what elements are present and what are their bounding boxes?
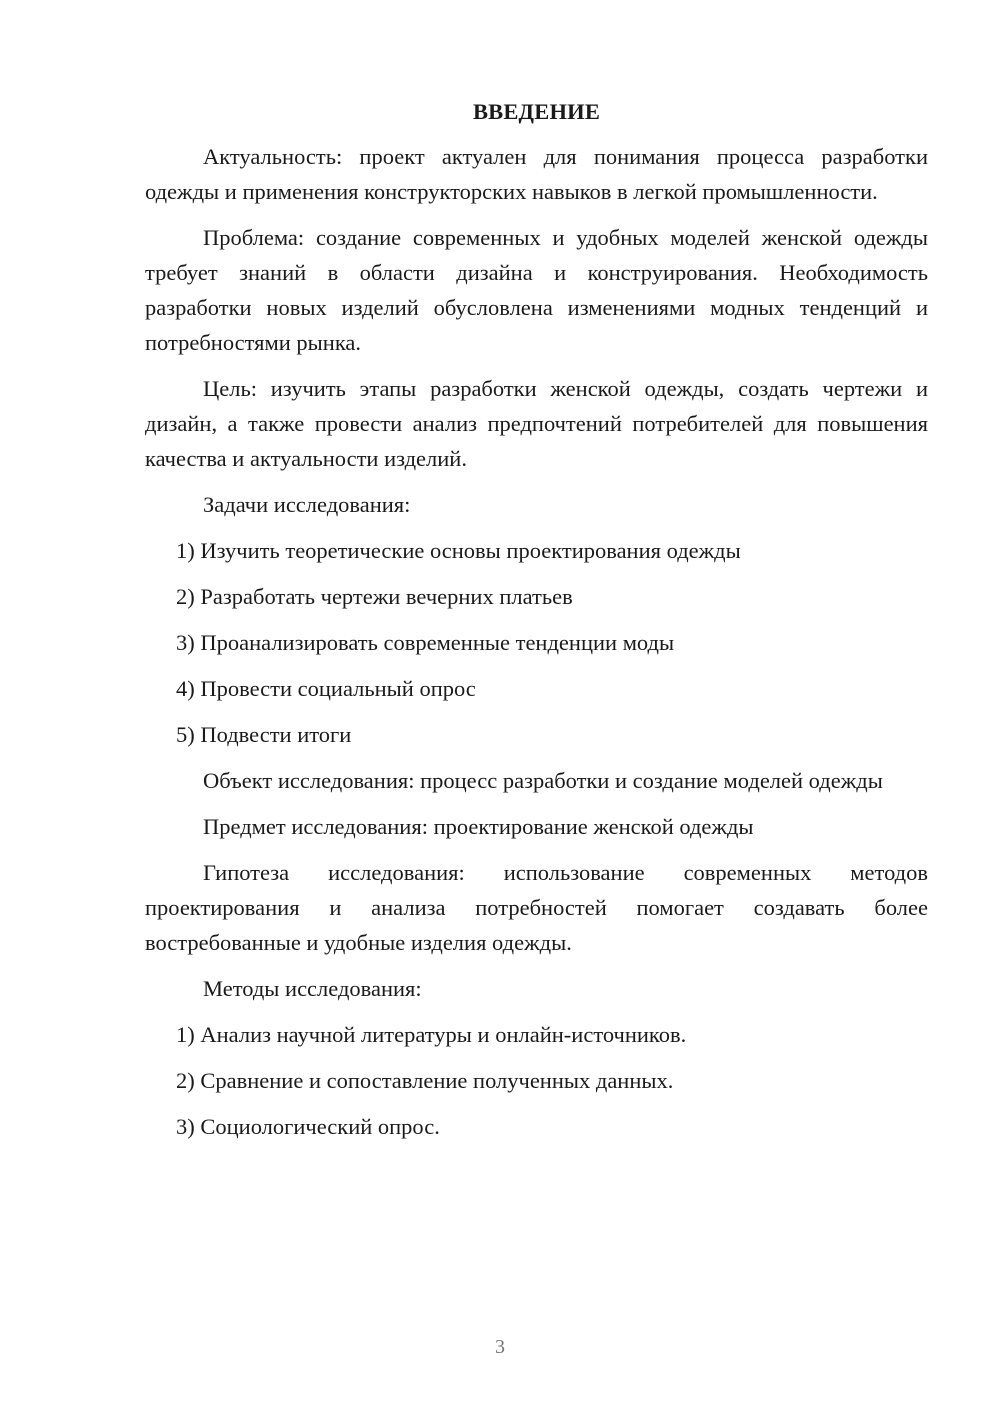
methods-list-item: 2) Сравнение и сопоставление полученных данных. — [176, 1068, 674, 1093]
goal-paragraph: Цель: изучить этапы разработки женской одежды, создать чертежи и дизайн, а также провести анализ предпочтений потребителей для повышения качества и актуальности изделий. — [145, 376, 928, 471]
page-number: 3 — [495, 1336, 505, 1358]
methods-list-item: 3) Социологический опрос. — [176, 1114, 440, 1139]
tasks-list-item: 5) Подвести итоги — [176, 722, 352, 747]
tasks-list-item: 4) Провести социальный опрос — [176, 676, 476, 701]
page-title: ВВЕДЕНИЕ — [472, 99, 601, 124]
page-content — [145, 94, 928, 1155]
subject-paragraph: Предмет исследования: проектирование женской одежды — [203, 814, 754, 839]
hypothesis-paragraph: Гипотеза исследования: использование современных методов проектирования и анализа потребностей помогает создавать более востребованные и удобные изделия одежды. — [145, 860, 928, 955]
problem-paragraph: Проблема: создание современных и удобных моделей женской одежды требует знаний в области дизайна и конструирования. Необходимость разработки новых изделий обусловлена изменениями модных тенденций и потребностями рынка. — [145, 225, 928, 355]
relevance-paragraph: Актуальность: проект актуален для понимания процесса разработки одежды и применения конструкторских навыков в легкой промышленности. — [145, 144, 928, 204]
tasks-list-item: 1) Изучить теоретические основы проектирования одежды — [176, 538, 741, 563]
tasks-list-item: 2) Разработать чертежи вечерних платьев — [176, 584, 573, 609]
methods-heading: Методы исследования: — [203, 976, 422, 1001]
tasks-heading: Задачи исследования: — [203, 492, 411, 517]
object-paragraph: Объект исследования: процесс разработки и создание моделей одежды — [203, 768, 883, 793]
methods-list-item: 1) Анализ научной литературы и онлайн-источников. — [176, 1022, 687, 1047]
methods-list — [145, 1017, 928, 1144]
tasks-list-item: 3) Проанализировать современные тенденции моды — [176, 630, 675, 655]
tasks-list — [145, 533, 928, 752]
